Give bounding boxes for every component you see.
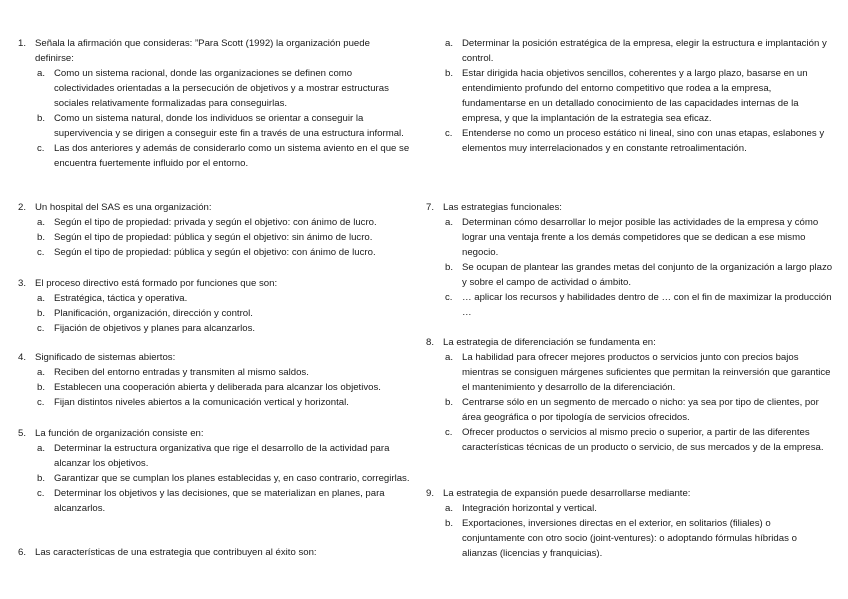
question-stem <box>18 426 410 441</box>
option-text: Determinar la posición estratégica de la empresa, elegir la estructura e implantación y control. <box>462 38 827 64</box>
option-c <box>18 141 410 171</box>
question-number: 5. <box>18 428 27 439</box>
question-number: 6. <box>18 547 27 558</box>
option-b <box>18 380 410 395</box>
question-text: Las características de una estrategia que contribuyen al éxito son: <box>35 547 317 558</box>
option-b <box>18 306 410 321</box>
option-letter: c. <box>37 488 45 499</box>
option-letter: a. <box>37 217 46 228</box>
option-letter: a. <box>37 293 46 304</box>
option-text: Fijación de objetivos y planes para alcanzarlos. <box>54 323 256 334</box>
option-c <box>426 126 834 156</box>
question-stem <box>18 545 410 560</box>
option-text: Las dos anteriores y además de considerarlo como un sistema aviento en el que se encuentra fuertemente influido por el entorno. <box>54 143 410 169</box>
option-b <box>426 516 834 561</box>
option-text: Determinar la estructura organizativa que rige el desarrollo de la actividad para alcanzar los objetivos. <box>54 443 390 469</box>
option-text: Fijan distintos niveles abiertos a la comunicación vertical y horizontal. <box>54 397 349 408</box>
option-text: Determinan cómo desarrollar lo mejor posible las actividades de la empresa y cómo lograr una ventaja frente a los demás competidores que se dedican a ese mismo negocio. <box>462 217 819 258</box>
option-c <box>18 245 410 260</box>
option-list <box>18 291 410 336</box>
option-c <box>426 425 834 455</box>
option-text: Se ocupan de plantear las grandes metas del conjunto de la organización a largo plazo y sobre el campo de actividad o ámbito. <box>462 262 833 288</box>
option-letter: c. <box>37 323 45 334</box>
option-c <box>426 290 834 320</box>
option-letter: b. <box>37 473 46 484</box>
option-letter: b. <box>445 68 454 79</box>
option-letter: a. <box>445 217 454 228</box>
option-letter: b. <box>37 232 46 243</box>
question-stem <box>18 200 410 215</box>
option-text: … aplicar los recursos y habilidades dentro de … con el fin de maximizar la producción … <box>462 292 832 318</box>
question-7 <box>426 200 834 320</box>
option-text: Determinar los objetivos y las decisiones, que se materializan en planes, para alcanzarlos. <box>54 488 385 514</box>
question-9 <box>426 486 834 561</box>
option-b <box>18 471 410 486</box>
option-text: Según el tipo de propiedad: pública y según el objetivo: sin ánimo de lucro. <box>54 232 373 243</box>
option-text: Ofrecer productos o servicios al mismo precio o superior, a partir de las diferentes características técnicas de un producto o servicio, de sus mercados y de la empresa. <box>462 427 824 453</box>
question-number: 7. <box>426 202 435 213</box>
option-letter: a. <box>37 443 46 454</box>
option-text: Según el tipo de propiedad: pública y según el objetivo: con ánimo de lucro. <box>54 247 376 258</box>
option-letter: a. <box>445 503 454 514</box>
option-a <box>18 365 410 380</box>
question-text: La función de organización consiste en: <box>35 428 204 439</box>
option-list <box>18 215 410 260</box>
option-letter: b. <box>37 308 46 319</box>
option-letter: a. <box>37 367 46 378</box>
option-letter: b. <box>445 262 454 273</box>
question-text: Señala la afirmación que consideras: ”Para Scott (1992) la organización puede definirse: <box>35 38 370 64</box>
question-2 <box>18 200 410 260</box>
option-a <box>426 36 834 66</box>
option-text: Exportaciones, inversiones directas en el exterior, en solitarios (filiales) o conjuntamente con otro socio (joint-ventures): o adoptando fórmulas híbridas o alianzas (licencias y franquicias). <box>462 518 797 559</box>
option-list <box>426 350 834 455</box>
option-a <box>426 501 834 516</box>
option-letter: c. <box>445 427 453 438</box>
question-stem <box>18 276 410 291</box>
option-a <box>18 215 410 230</box>
option-list <box>426 36 834 156</box>
option-b <box>426 260 834 290</box>
question-6 <box>18 545 410 560</box>
option-c <box>18 321 410 336</box>
option-letter: b. <box>445 518 454 529</box>
question-3 <box>18 276 410 336</box>
question-stem <box>18 36 410 66</box>
question-text: Significado de sistemas abiertos: <box>35 352 176 363</box>
option-text: Reciben del entorno entradas y transmiten al mismo saldos. <box>54 367 309 378</box>
question-text: La estrategia de diferenciación se fundamenta en: <box>443 337 656 348</box>
option-b <box>18 230 410 245</box>
question-number: 8. <box>426 337 435 348</box>
question-stem <box>426 200 834 215</box>
option-text: Garantizar que se cumplan los planes establecidas y, en caso contrario, corregirlas. <box>54 473 410 484</box>
option-text: Según el tipo de propiedad: privada y según el objetivo: con ánimo de lucro. <box>54 217 377 228</box>
question-number: 1. <box>18 38 27 49</box>
option-a <box>18 291 410 306</box>
option-letter: b. <box>37 382 46 393</box>
option-list <box>18 66 410 171</box>
question-text: Un hospital del SAS es una organización: <box>35 202 212 213</box>
question-number: 9. <box>426 488 435 499</box>
option-a <box>18 66 410 111</box>
option-letter: c. <box>445 128 453 139</box>
question-6-continued <box>426 36 834 156</box>
option-c <box>18 486 410 516</box>
option-text: Como un sistema natural, donde los individuos se orientar a conseguir la supervivencia y se dirigen a conseguir este fin a través de una estructura informal. <box>54 113 404 139</box>
option-letter: a. <box>37 68 46 79</box>
question-4 <box>18 350 410 410</box>
question-8 <box>426 335 834 455</box>
question-text: La estrategia de expansión puede desarrollarse mediante: <box>443 488 691 499</box>
question-number: 4. <box>18 352 27 363</box>
question-5 <box>18 426 410 516</box>
option-text: Entenderse no como un proceso estático ni lineal, sino con unas etapas, eslabones y elementos muy interrelacionados y en constante retroalimentación. <box>462 128 825 154</box>
question-number: 2. <box>18 202 27 213</box>
option-list <box>18 365 410 410</box>
option-c <box>18 395 410 410</box>
option-b <box>18 111 410 141</box>
option-b <box>426 395 834 425</box>
option-text: Establecen una cooperación abierta y deliberada para alcanzar los objetivos. <box>54 382 381 393</box>
option-text: Planificación, organización, dirección y control. <box>54 308 253 319</box>
option-list <box>18 441 410 516</box>
question-text: El proceso directivo está formado por funciones que son: <box>35 278 278 289</box>
option-letter: c. <box>37 143 45 154</box>
option-a <box>426 215 834 260</box>
option-letter: c. <box>445 292 453 303</box>
option-letter: c. <box>37 397 45 408</box>
option-text: Como un sistema racional, donde las organizaciones se definen como colectividades orientadas a la persecución de objetivos y a mostrar estructuras sociales relativamente formalizadas para conseguirlas. <box>54 68 389 109</box>
option-letter: a. <box>445 38 454 49</box>
option-letter: b. <box>37 113 46 124</box>
option-b <box>426 66 834 126</box>
question-1 <box>18 36 410 171</box>
question-stem <box>18 350 410 365</box>
option-list <box>426 215 834 320</box>
option-letter: c. <box>37 247 45 258</box>
option-a <box>426 350 834 395</box>
option-list <box>426 501 834 561</box>
option-letter: a. <box>445 352 454 363</box>
question-text: Las estrategias funcionales: <box>443 202 562 213</box>
option-a <box>18 441 410 471</box>
option-text: Estratégica, táctica y operativa. <box>54 293 188 304</box>
question-stem <box>426 335 834 350</box>
option-text: La habilidad para ofrecer mejores productos o servicios junto con precios bajos mientras se consiguen márgenes suficientes que permitan la reinversión que garantice el mantenimiento y desarrollo de la diferenciación. <box>462 352 831 393</box>
option-letter: b. <box>445 397 454 408</box>
option-text: Centrarse sólo en un segmento de mercado o nicho: ya sea por tipo de clientes, por área geográfica o por tipología de servicios ofrecidos. <box>462 397 819 423</box>
option-text: Integración horizontal y vertical. <box>462 503 597 514</box>
question-stem <box>426 486 834 501</box>
option-text: Estar dirigida hacia objetivos sencillos, coherentes y a largo plazo, basarse en un entendimiento profundo del entorno competitivo que rodea a la empresa, fundamentarse en un detallado conocimiento de las capacidades internas de la empresa, y que la implantación de la estrategia sea eficaz. <box>462 68 808 124</box>
question-number: 3. <box>18 278 27 289</box>
